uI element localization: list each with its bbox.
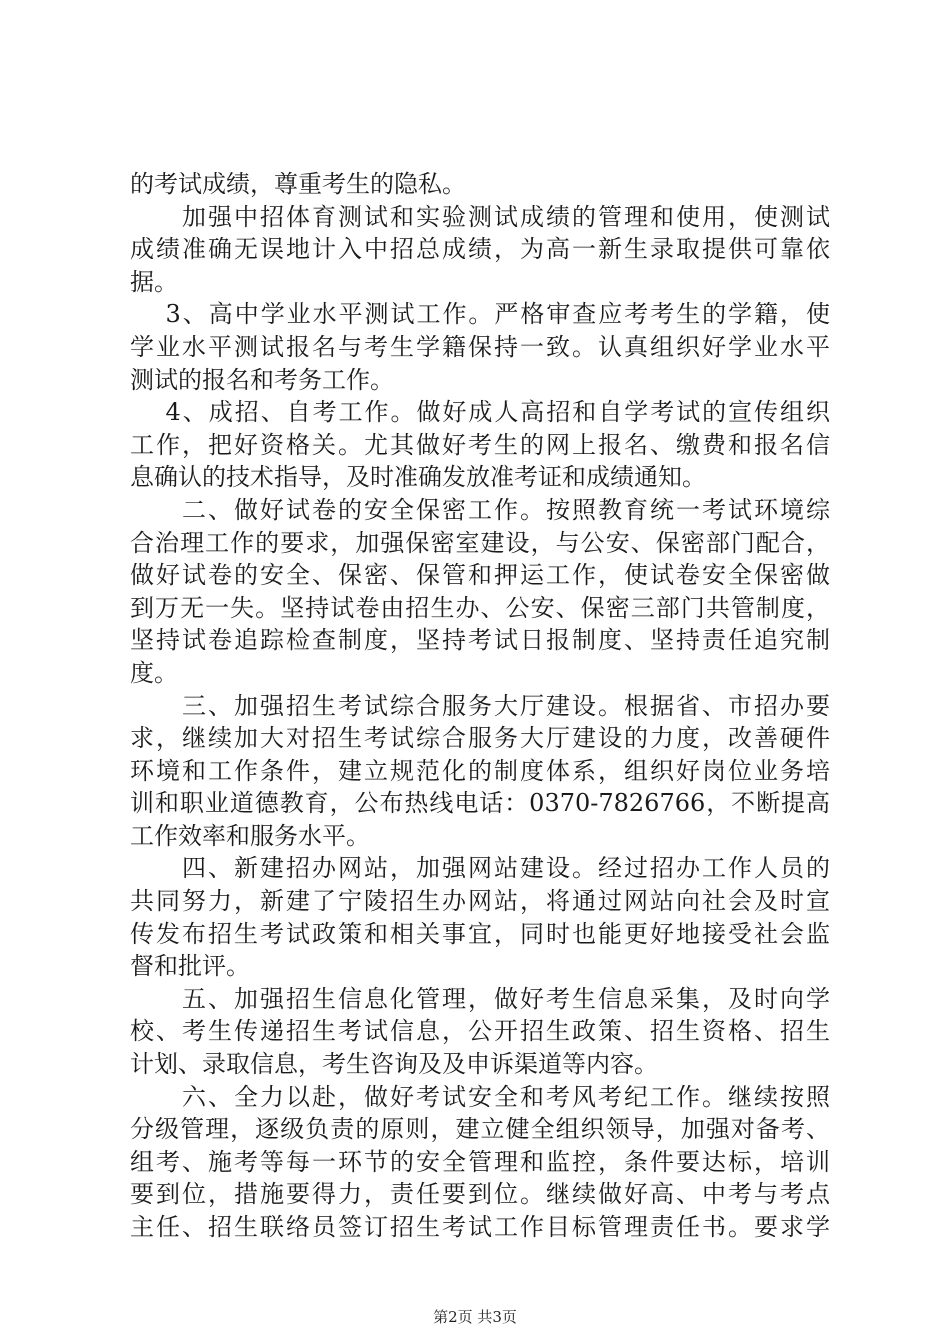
text-line: 合治理工作的要求，加强保密室建设，与公安、保密部门配合， <box>130 528 830 557</box>
page-footer: 第2页 共3页 <box>433 1308 517 1326</box>
text-line: 工作效率和服务水平。 <box>130 821 370 850</box>
document-body <box>130 168 830 1244</box>
text-line: 到万无一失。坚持试卷由招生办、公安、保密三部门共管制度， <box>130 593 830 622</box>
text-line: 求，继续加大对招生考试综合服务大厅建设的力度，改善硬件 <box>130 724 830 753</box>
text-line: 校、考生传递招生考试信息，公开招生政策、招生资格、招生 <box>130 1017 830 1046</box>
text-line: 3、高中学业水平测试工作。严格审查应考考生的学籍，使 <box>130 300 830 329</box>
text-line: 计划、录取信息，考生咨询及及申诉渠道等内容。 <box>130 1050 658 1079</box>
text-line: 组考、施考等每一环节的安全管理和监控，条件要达标，培训 <box>130 1147 830 1176</box>
text-line: 学业水平测试报名与考生学籍保持一致。认真组织好学业水平 <box>130 332 830 361</box>
text-line: 成绩准确无误地计入中招总成绩，为高一新生录取提供可靠依 <box>130 235 830 264</box>
text-line: 度。 <box>130 658 178 687</box>
text-line: 五、加强招生信息化管理，做好考生信息采集，及时向学 <box>130 984 830 1013</box>
text-line: 坚持试卷追踪检查制度，坚持考试日报制度、坚持责任追究制 <box>130 626 830 655</box>
text-line: 做好试卷的安全、保密、保管和押运工作，使试卷安全保密做 <box>130 561 830 590</box>
text-line: 4、成招、自考工作。做好成人高招和自学考试的宣传组织 <box>130 398 830 427</box>
text-line: 分级管理，逐级负责的原则，建立健全组织领导，加强对备考、 <box>130 1115 830 1144</box>
text-line: 传发布招生考试政策和相关事宜，同时也能更好地接受社会监 <box>130 919 830 948</box>
text-line: 四、新建招办网站，加强网站建设。经过招办工作人员的 <box>130 854 830 883</box>
text-line: 工作，把好资格关。尤其做好考生的网上报名、缴费和报名信 <box>130 430 830 459</box>
text-line: 训和职业道德教育，公布热线电话：0370-7826766，不断提高 <box>130 789 830 818</box>
text-line: 要到位，措施要得力，责任要到位。继续做好高、中考与考点 <box>130 1180 830 1209</box>
text-line: 督和批评。 <box>130 952 250 981</box>
text-line: 六、全力以赴，做好考试安全和考风考纪工作。继续按照 <box>130 1082 830 1111</box>
text-line: 二、做好试卷的安全保密工作。按照教育统一考试环境综 <box>130 495 830 524</box>
text-line: 三、加强招生考试综合服务大厅建设。根据省、市招办要 <box>130 691 830 720</box>
text-line: 环境和工作条件，建立规范化的制度体系，组织好岗位业务培 <box>130 756 830 785</box>
text-line: 主任、招生联络员签订招生考试工作目标管理责任书。要求学 <box>130 1213 830 1241</box>
text-line: 据。 <box>130 267 178 296</box>
text-line: 加强中招体育测试和实验测试成绩的管理和使用，使测试 <box>130 202 830 231</box>
text-line: 的考试成绩，尊重考生的隐私。 <box>130 170 466 198</box>
text-line: 息确认的技术指导，及时准确发放准考证和成绩通知。 <box>130 463 706 492</box>
text-line: 测试的报名和考务工作。 <box>130 365 394 394</box>
text-line: 共同努力，新建了宁陵招生办网站，将通过网站向社会及时宣 <box>130 887 830 916</box>
